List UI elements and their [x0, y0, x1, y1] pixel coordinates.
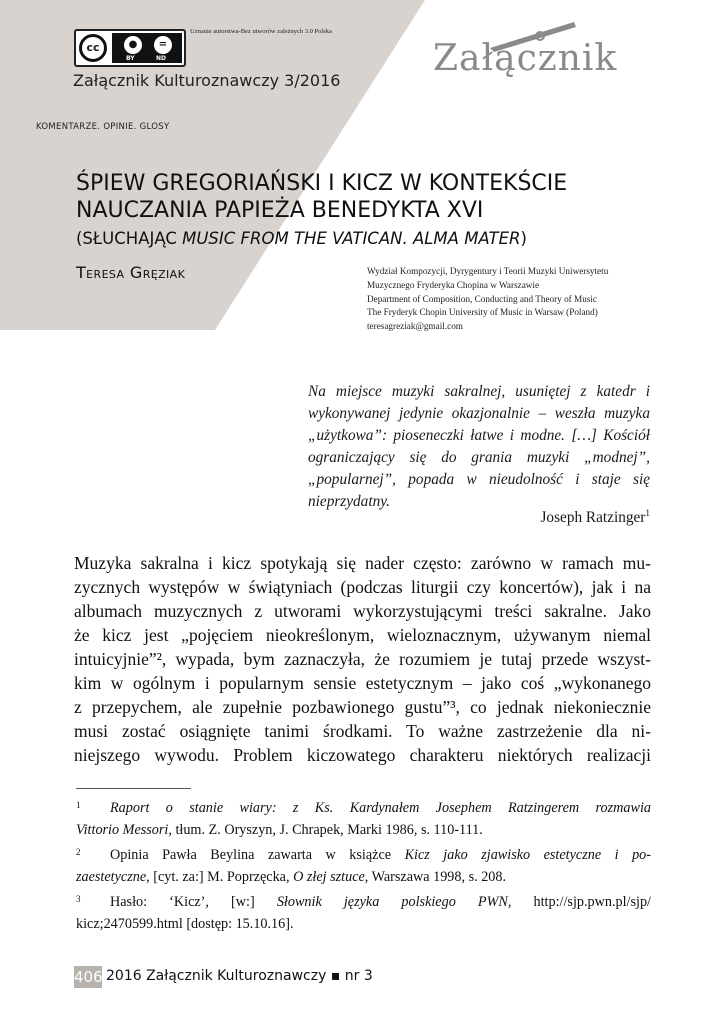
body-line: że kicz jest „pojęciem nieokreślonym, wieloznacznym, używanym niemal	[74, 625, 651, 645]
body-line: niejszego wywodu. Problem kiczowatego charakteru niektórych realizacji	[74, 745, 651, 765]
footnote-text: Hasło: ‘Kicz’, [w:]	[110, 894, 277, 910]
cc-strip	[112, 33, 182, 63]
affiliation-line: The Fryderyk Chopin University of Music in Warsaw (Poland)	[367, 307, 598, 318]
affiliation-line: Department of Composition, Conducting and Theory of Music	[367, 293, 597, 304]
footnote-text: , Warszawa 1998, s. 208.	[364, 869, 507, 885]
footnote-ref[interactable]: 1	[645, 507, 650, 518]
footnote-text: Słownik języka polskiego PWN	[276, 894, 508, 910]
author-name: Teresa Gręziak	[76, 263, 186, 282]
footnote-3-cont	[76, 913, 651, 935]
body-line: Muzyka sakralna i kicz spotykają się nader często: zarówno w ramach mu-	[74, 553, 651, 573]
footnote-text: zaestetyczne	[76, 869, 147, 885]
footnote-number: 3	[76, 894, 81, 904]
footnote-text: Vittorio Messori	[76, 822, 169, 838]
footnote-text: , [cyt. za:] M. Poprzęcka,	[146, 869, 294, 885]
epigraph-quote: Na miejsce muzyki sakralnej, usuniętej z katedr i wykonywanej jedynie okazjonalnie – weszła muzyka „użytkowa”: pioseneczki łatwe i modne. […] Kościół ograniczający się do grania muzyki „modnej”, „popularnej”, popada w nieudolność i staje się nieprzydatny.	[308, 383, 650, 510]
running-footer: 2016 Załącznik Kulturoznawczy ▪ nr 3	[106, 968, 373, 984]
license-text: Uznanie autorstwa-Bez utworów zależnych 3.0 Polska	[190, 28, 332, 35]
journal-logo: Załącznik	[433, 38, 618, 79]
article-subtitle	[76, 229, 527, 248]
body-line: albumach muzycznych z utworami wykorzystującymi treści sakralne. Jako	[74, 601, 651, 621]
footnote-text: O złej sztuce	[293, 869, 365, 885]
footnote-text: , tłum. Z. Oryszyn, J. Chrapek, Marki 1986, s. 110-111.	[168, 822, 483, 838]
subtitle-work: MUSIC FROM THE VATICAN. ALMA MATER	[182, 229, 521, 248]
affiliation-line: Muzycznego Fryderyka Chopina w Warszawie	[367, 279, 540, 290]
footnote-text: Kicz jako zjawisko estetyczne i po-	[404, 847, 651, 863]
subtitle-prefix: (SŁUCHAJĄC	[76, 229, 183, 248]
article-title	[76, 170, 636, 224]
author-email[interactable]: teresagreziak@gmail.com	[367, 321, 463, 332]
epigraph-author	[540, 509, 650, 527]
affiliation-line: Wydział Kompozycji, Dyrygentury i Teorii Muzyki Uniwersytetu	[367, 266, 609, 276]
body-line: z przepychem, ale zupełnie pozbawionego gustu”³, co jednak niekoniecznie	[74, 697, 651, 717]
footnote-1	[76, 794, 651, 819]
footnote-divider	[76, 788, 191, 789]
body-line: intuicyjnie”², wypada, bym zaznaczyła, że rozumiem je tutaj przede wszyst-	[74, 649, 651, 669]
nd-label: ND	[156, 55, 167, 62]
footnote-link[interactable]: , http://sjp.pwn.pl/sjp/	[507, 894, 651, 910]
section-label: KOMENTARZE. OPINIE. GLOSY	[36, 122, 170, 132]
page-number: 406	[74, 968, 103, 986]
title-line: NAUCZANIA PAPIEŻA BENEDYKTA XVI	[76, 198, 484, 223]
footnote-1-cont	[76, 819, 651, 841]
footnote-2	[76, 841, 651, 866]
footnote-link[interactable]: kicz;2470599.html [dostęp: 15.10.16].	[76, 916, 294, 932]
title-line: ŚPIEW GREGORIAŃSKI I KICZ W KONTEKŚCIE	[76, 171, 568, 196]
nd-equal-icon: =	[154, 36, 172, 54]
footnote-number: 1	[76, 800, 81, 810]
epigraph-author-name: Joseph Ratzinger	[540, 509, 646, 526]
journal-issue: Załącznik Kulturoznawczy 3/2016	[73, 71, 341, 90]
by-label: BY	[126, 55, 135, 62]
body-line: zycznych występów w świątyniach (podczas liturgii czy koncertów), jak i na	[74, 577, 651, 597]
cc-license-badge[interactable]	[74, 29, 186, 67]
body-line: musi zostać osiągnięte tanimi środkami. To ważne zastrzeżenie dla ni-	[74, 721, 651, 741]
body-line: kim w ogólnym i popularnym sensie estetycznym – jako coś „wykonanego	[74, 673, 651, 693]
subtitle-suffix: )	[520, 229, 527, 248]
footnotes	[76, 794, 651, 935]
author-affiliation	[367, 265, 667, 334]
cc-icon: cc	[79, 34, 107, 62]
footnote-3	[76, 888, 651, 913]
footnote-number: 2	[76, 847, 81, 857]
body-paragraph	[74, 551, 651, 767]
by-person-icon: ●	[124, 36, 142, 54]
footnote-text: Opinia Pawła Beylina zawarta w książce	[110, 847, 405, 863]
footnote-2-cont	[76, 866, 651, 888]
footnote-text: Raport o stanie wiary: z Ks. Kardynałem Josephem Ratzingerem rozmawia	[110, 800, 651, 816]
